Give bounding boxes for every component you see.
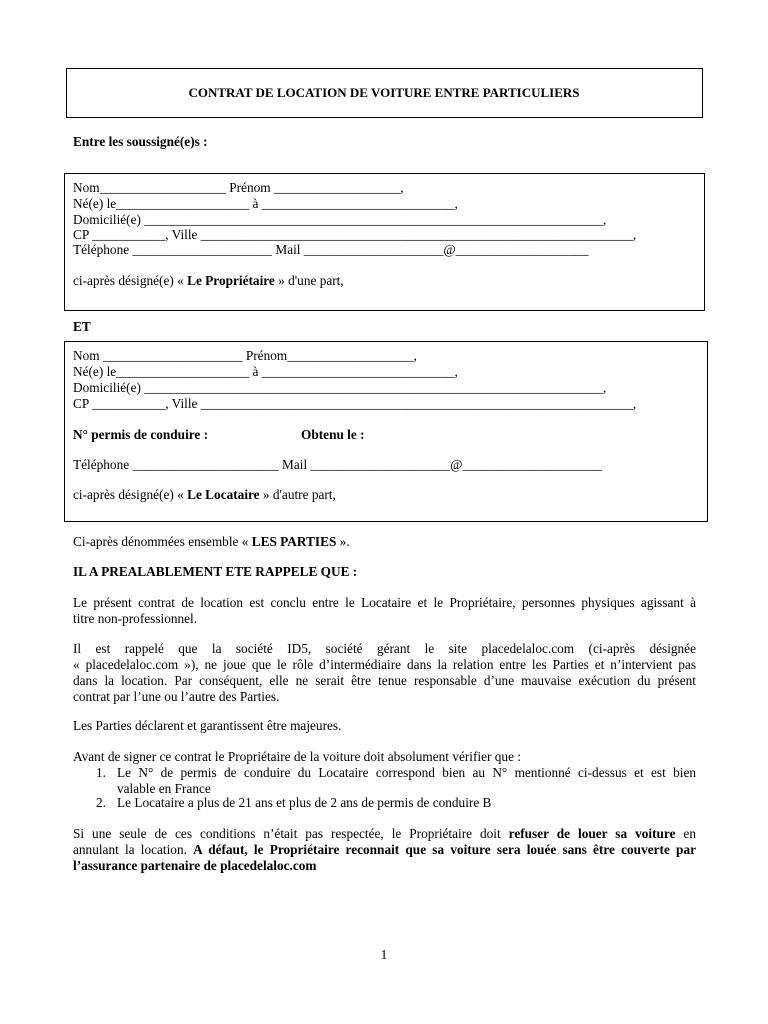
paragraph-line: Il est rappelé que la société ID5, société gérant le site placedelaloc.com (ci-après désignée [73,641,696,656]
list-item-number: 2. [96,795,106,810]
paragraph-line: annulant la location. A défaut, le Propriétaire reconnait que sa voiture sera louée sans être couverte par [73,842,696,857]
list-item: Le Locataire a plus de 21 ans et plus de 2 ans de permis de conduire B [117,795,492,810]
list-item-line: valable en France [117,781,211,796]
list-item-line: Le N° de permis de conduire du Locataire correspond bien au N° mentionné ci-dessus et est bien [117,765,696,780]
paragraph-warning [73,826,696,874]
tenant-phone-line[interactable]: Téléphone ______________________ Mail _____________________@_____________________ [73,457,602,472]
owner-designation: ci-après désigné(e) « Le Propriétaire » d'une part, [73,273,344,288]
parties-line: Ci-après dénommées ensemble « LES PARTIES ». [73,534,350,549]
paragraph-line: contrat par l’une ou l’autre des Parties. [73,689,280,704]
contract-title: CONTRAT DE LOCATION DE VOITURE ENTRE PARTICULIERS [188,85,580,100]
paragraph-line: « placedelaloc.com »), ne joue que le rôle d’intermédiaire dans la relation entre les Parties et n’intervient pas [73,657,696,672]
owner-phone-line[interactable]: Téléphone _____________________ Mail _____________________@____________________ [73,242,589,257]
tenant-obtained-label: Obtenu le : [301,427,365,442]
paragraph-line: Le présent contrat de location est conclu entre le Locataire et le Propriétaire, personnes physiques agissant à [73,595,696,610]
paragraph-line: Si une seule de ces conditions n’était pas respectée, le Propriétaire doit refuser de louer sa voiture en [73,826,696,841]
tenant-address-line[interactable]: Domicilié(e) _____________________________________________________________________, [73,380,607,395]
list-item-number: 1. [96,765,106,780]
paragraph-verification: Avant de signer ce contrat le Propriétaire de la voiture doit absolument vérifier que : [73,749,521,764]
paragraph-line: l’assurance partenaire de placedelaloc.com [73,858,317,873]
paragraph-majority: Les Parties déclarent et garantissent être majeures. [73,718,342,733]
page-number: 1 [380,947,388,962]
owner-birth-line[interactable]: Né(e) le____________________ à _____________________________, [73,196,458,211]
tenant-city-line[interactable]: CP ___________, Ville _________________________________________________________________, [73,396,637,411]
paragraph-intermediary [73,641,696,705]
tenant-birth-line[interactable]: Né(e) le____________________ à _____________________________, [73,364,458,379]
tenant-designation: ci-après désigné(e) « Le Locataire » d'autre part, [73,487,336,502]
intro-label: Entre les soussigné(e)s : [73,134,208,149]
section-heading: IL A PREALABLEMENT ETE RAPPELE QUE : [73,564,358,579]
owner-name-line[interactable]: Nom___________________ Prénom ___________________, [73,180,404,195]
owner-address-line[interactable]: Domicilié(e) _____________________________________________________________________, [73,212,607,227]
tenant-permit-label: N° permis de conduire : [73,427,209,442]
list-item [117,765,696,797]
paragraph-line: dans la location. Par conséquent, elle ne serait être tenue responsable d’une mauvaise exécution du présent [73,673,696,688]
et-label: ET [73,319,91,334]
tenant-name-line[interactable]: Nom _____________________ Prénom___________________, [73,348,417,363]
paragraph-contract-scope [73,595,696,627]
paragraph-line: titre non-professionnel. [73,611,198,626]
owner-city-line[interactable]: CP ___________, Ville _________________________________________________________________, [73,227,637,242]
